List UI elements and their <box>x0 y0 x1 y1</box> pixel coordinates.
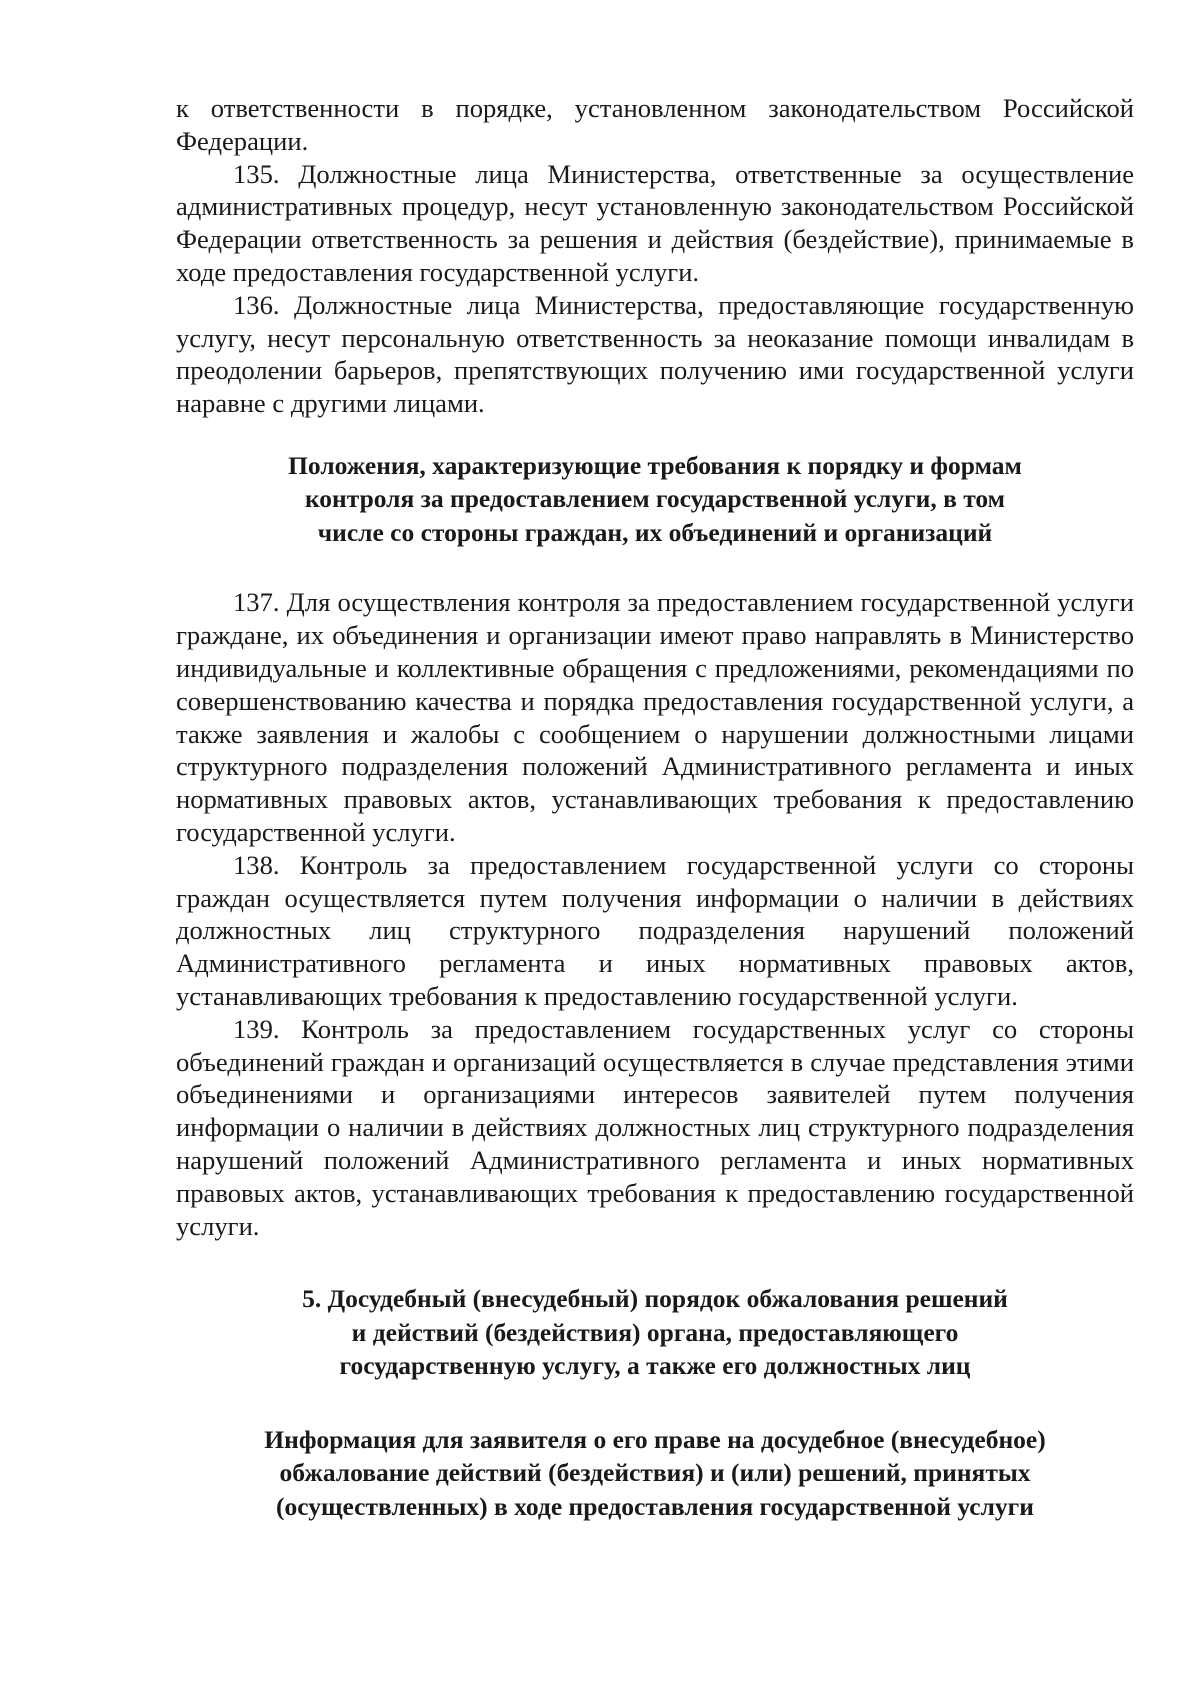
heading-line: Положения, характеризующие требования к порядку и формам <box>288 450 1022 480</box>
heading-applicant-information <box>176 1423 1134 1524</box>
heading-line: контроля за предоставлением государственной услуги, в том <box>304 484 1006 514</box>
paragraph-138: 138. Контроль за предоставлением государственной услуги со стороны граждан осуществляется путем получения информации о наличии в действиях должностных лиц структурного подразделения нарушений положений Административного регламента и иных нормативных правовых актов, устанавливающих требования к предоставлению государственной услуги. <box>176 849 1134 1012</box>
paragraph-135: 135. Должностные лица Министерства, ответственные за осуществление административных процедур, несут установленную законодательством Российской Федерации ответственность за решения и действия (бездействие), принимаемые в ходе предоставления государственной услуги. <box>176 158 1134 287</box>
heading-section-5 <box>176 1282 1134 1383</box>
heading-line: и действий (бездействия) органа, предоставляющего <box>351 1317 959 1347</box>
heading-line: числе со стороны граждан, их объединений и организаций <box>317 517 993 547</box>
paragraph-136: 136. Должностные лица Министерства, предоставляющие государственную услугу, несут персональную ответственность за неоказание помощи инвалидам в преодолении барьеров, препятствующих получению ими государственной услуги наравне с другими лицами. <box>176 289 1134 419</box>
document-page <box>176 92 1134 1523</box>
paragraph-139: 139. Контроль за предоставлением государственных услуг со стороны объединений граждан и организаций осуществляется в случае представления этими объединениями и организациями интересов заявителей путем получения информации о наличии в действиях должностных лиц структурного подразделения нарушений положений Административного регламента и иных нормативных правовых актов, устанавливающих требования к предоставлению государственной услуги. <box>176 1013 1134 1241</box>
heading-line: государственную услугу, а также его должностных лиц <box>339 1351 971 1381</box>
heading-line: (осуществленных) в ходе предоставления государственной услуги <box>276 1491 1034 1521</box>
paragraph-continuation: к ответственности в порядке, установленном законодательством Российской Федерации. <box>176 93 1134 156</box>
heading-line: обжалование действий (бездействия) и (или) решений, принятых <box>279 1458 1031 1488</box>
heading-line: 5. Досудебный (внесудебный) порядок обжалования решений <box>302 1284 1008 1314</box>
heading-control-requirements <box>176 449 1134 550</box>
heading-line: Информация для заявителя о его праве на досудебное (внесудебное) <box>264 1424 1046 1454</box>
paragraph-137: 137. Для осуществления контроля за предоставлением государственной услуги граждане, их объединения и организации имеют право направлять в Министерство индивидуальные и коллективные обращения с предложениями, рекомендациями по совершенствованию качества и порядка предоставления государственной услуги, а также заявления и жалобы с сообщением о нарушении должностными лицами структурного подразделения положений Административного регламента и иных нормативных правовых актов, устанавливающих требования к предоставлению государственной услуги. <box>176 587 1134 848</box>
